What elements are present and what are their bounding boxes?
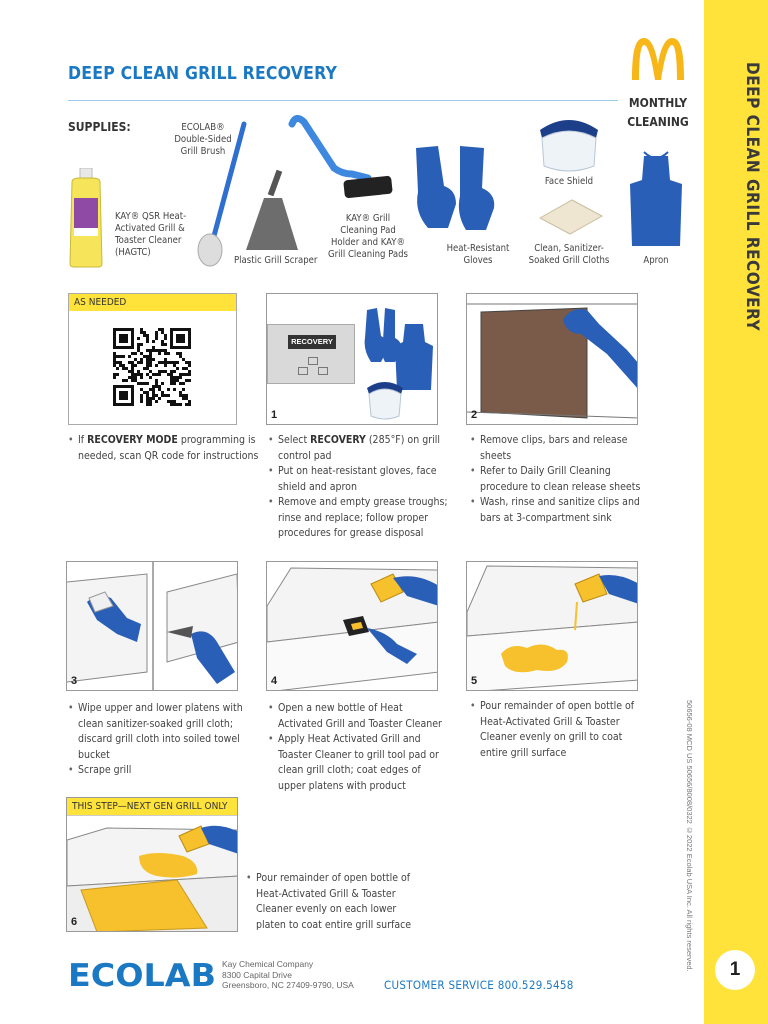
apron-image bbox=[626, 150, 686, 250]
qr-code-image[interactable] bbox=[113, 328, 191, 406]
step-5-instructions bbox=[470, 699, 650, 761]
mcdonalds-logo bbox=[628, 34, 688, 82]
step-bullet: • Remove and empty grease troughs; rinse and replace; follow proper procedures for grease disposal bbox=[268, 495, 448, 542]
step-2-image bbox=[466, 293, 638, 425]
step-bullet: • Open a new bottle of Heat Activated Grill and Toaster Cleaner bbox=[268, 701, 448, 732]
supply-caption-cleaner: KAY® QSR Heat-Activated Grill & Toaster Cleaner (HAGTC) bbox=[115, 211, 187, 258]
title-rule bbox=[68, 100, 618, 101]
ecolab-logo bbox=[68, 960, 218, 990]
recovery-button: RECOVERY bbox=[288, 335, 336, 349]
step-number: 2 bbox=[471, 409, 478, 421]
step-bullet: • Scrape grill bbox=[68, 763, 248, 779]
step-bullet: • Pour remainder of open bottle of Heat-Activated Grill & Toaster Cleaner evenly on each lower platen to coat entire grill surface bbox=[246, 871, 416, 933]
step-5-image bbox=[466, 561, 638, 691]
pour-cleaner-illustration bbox=[467, 562, 638, 691]
next-gen-pour-illustration bbox=[67, 816, 238, 932]
as-needed-panel bbox=[68, 293, 237, 425]
step-number: 6 bbox=[71, 916, 78, 928]
frequency-label: MONTHLY CLEANING bbox=[627, 96, 689, 129]
next-gen-tag: THIS STEP—NEXT GEN GRILL ONLY bbox=[67, 798, 237, 816]
step-bullet: • Pour remainder of open bottle of Heat-Activated Grill & Toaster Cleaner evenly on grill to coat entire grill surface bbox=[470, 699, 650, 761]
page-title: DEEP CLEAN GRILL RECOVERY bbox=[68, 64, 338, 84]
step-bullet: • Put on heat-resistant gloves, face shield and apron bbox=[268, 464, 448, 495]
face-shield-image bbox=[534, 110, 604, 174]
supply-caption-face-shield: Face Shield bbox=[544, 176, 594, 187]
as-needed-bullet: • If RECOVERY MODE programming is needed, scan QR code for instructions bbox=[68, 433, 268, 464]
step-bullet: • Wash, rinse and sanitize clips and bars at 3-compartment sink bbox=[470, 495, 656, 526]
page-number: 1 bbox=[715, 950, 755, 990]
step-3-image bbox=[66, 561, 238, 691]
step-4-image bbox=[266, 561, 438, 691]
grill-cloths-image bbox=[536, 196, 606, 238]
supply-caption-apron: Apron bbox=[643, 255, 669, 266]
step-bullet: • Refer to Daily Grill Cleaning procedure to clean release sheets bbox=[470, 464, 656, 495]
step-bullet: • Apply Heat Activated Grill and Toaster Cleaner to grill tool pad or clean grill cloth; coat edges of upper platens with product bbox=[268, 732, 448, 794]
step-6-panel bbox=[66, 797, 238, 932]
side-title: DEEP CLEAN GRILL RECOVERY bbox=[742, 62, 762, 332]
step-bullet: • Wipe upper and lower platens with clean sanitizer-soaked grill cloth; discard grill cloth into soiled towel bucket bbox=[68, 701, 248, 763]
apply-cleaner-illustration bbox=[267, 562, 438, 691]
step-number: 4 bbox=[271, 675, 278, 687]
step-4-instructions bbox=[268, 701, 448, 794]
step-1-instructions bbox=[268, 433, 448, 542]
pad-holder-image bbox=[286, 112, 396, 207]
step-6-instructions bbox=[246, 871, 416, 933]
step-1-image bbox=[266, 293, 438, 425]
step-bullet: • Select RECOVERY (285°F) on grill control pad bbox=[268, 433, 448, 464]
step-bullet: • Remove clips, bars and release sheets bbox=[470, 433, 656, 464]
supply-caption-cloths: Clean, Sanitizer-Soaked Grill Cloths bbox=[528, 243, 610, 266]
step-2-instructions bbox=[470, 433, 656, 526]
customer-service[interactable]: CUSTOMER SERVICE 800.529.5458 bbox=[384, 978, 574, 992]
step-number: 1 bbox=[271, 409, 278, 421]
control-pad bbox=[267, 324, 355, 384]
step-number: 5 bbox=[471, 675, 478, 687]
supply-caption-gloves: Heat-Resistant Gloves bbox=[446, 243, 510, 266]
side-band bbox=[704, 0, 768, 1024]
legal-text: 50656-08 MCD US 50656/8008/0322 ©2022 Ecolab USA Inc. All rights reserved. bbox=[685, 700, 694, 972]
company-address: Kay Chemical Company 8300 Capital Drive Greensboro, NC 27409-9790, USA bbox=[222, 959, 354, 990]
svg-text:ECOLAB: ECOLAB bbox=[68, 960, 216, 990]
step-3-instructions bbox=[68, 701, 248, 779]
supply-caption-scraper: Plastic Grill Scraper bbox=[234, 255, 318, 266]
step-number: 3 bbox=[71, 675, 78, 687]
as-needed-tag: AS NEEDED bbox=[69, 294, 236, 311]
as-needed-instructions bbox=[68, 433, 268, 464]
release-sheet-illustration bbox=[467, 294, 638, 425]
supplies-label: SUPPLIES: bbox=[68, 120, 131, 134]
supply-caption-brush: ECOLAB® Double-Sided Grill Brush bbox=[174, 122, 232, 157]
gloves-image bbox=[408, 142, 518, 232]
ppe-image bbox=[361, 300, 437, 422]
wipe-scrape-illustration bbox=[67, 562, 238, 691]
supply-caption-pad-holder: KAY® Grill Cleaning Pad Holder and KAY® Grill Cleaning Pads bbox=[327, 213, 408, 260]
cleaner-bottle-image bbox=[66, 168, 106, 268]
